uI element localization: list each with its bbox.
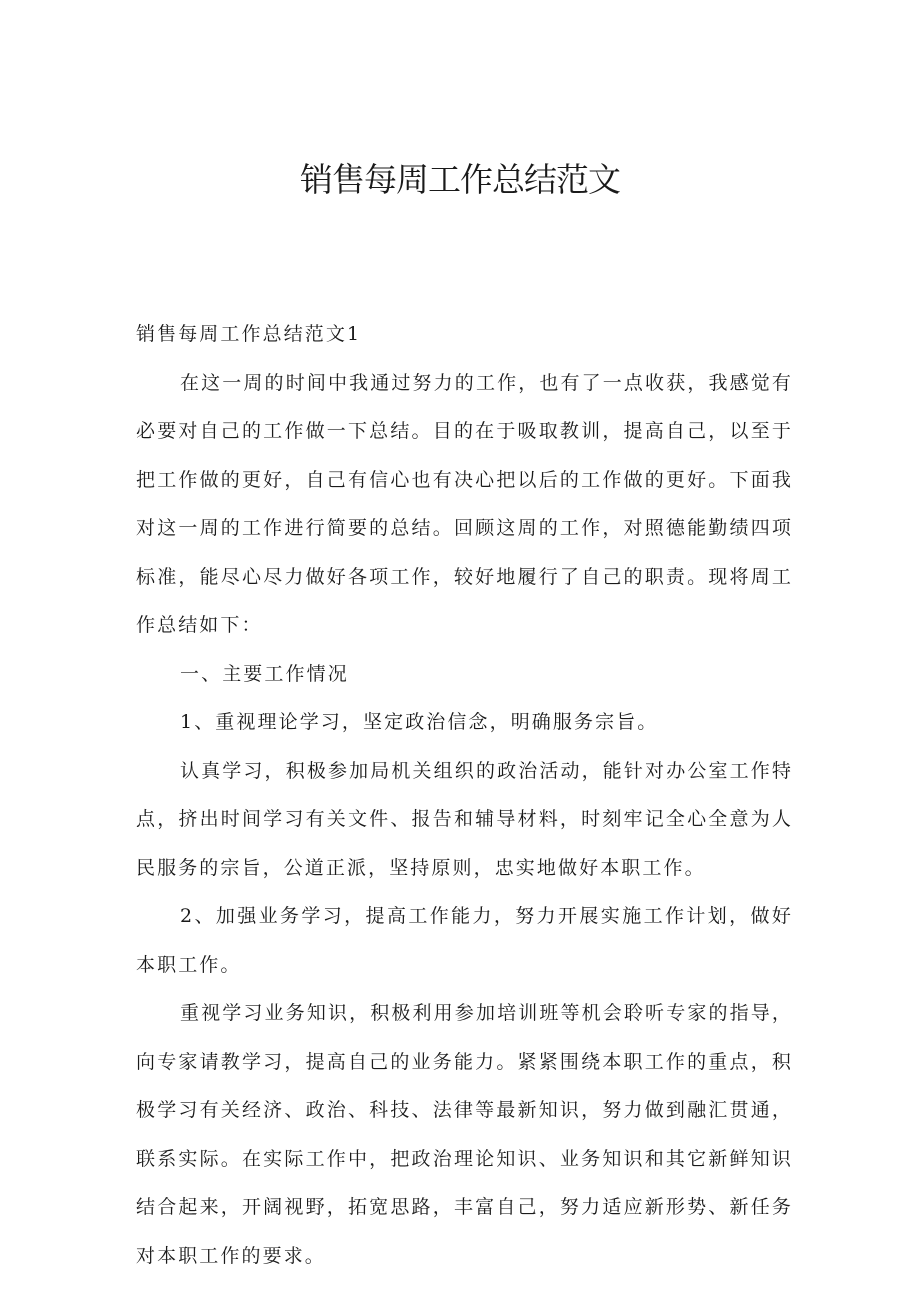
main-work-heading: 一、主要工作情况	[180, 662, 349, 685]
document-title: 销售每周工作总结范文	[300, 160, 620, 199]
section-heading: 销售每周工作总结范文1	[136, 323, 362, 345]
item-2-heading: 2、加强业务学习，提高工作能力，努力开展实施工作计划，做好本职工作。	[136, 905, 793, 976]
document-body	[136, 310, 793, 1280]
item-1-paragraph: 认真学习，积极参加局机关组织的政治活动，能针对办公室工作特点，挤出时间学习有关文件、报告和辅导材料，时刻牢记全心全意为人民服务的宗旨，公道正派，坚持原则，忠实地做好本职工作。	[136, 759, 793, 879]
intro-paragraph: 在这一周的时间中我通过努力的工作，也有了一点收获，我感觉有必要对自己的工作做一下总结。目的在于吸取教训，提高自己，以至于把工作做的更好，自己有信心也有决心把以后的工作做的更好。下面我对这一周的工作进行简要的总结。回顾这周的工作，对照德能勤绩四项标准，能尽心尽力做好各项工作，较好地履行了自己的职责。现将周工作总结如下：	[136, 371, 793, 636]
item-2-paragraph: 重视学习业务知识，积极利用参加培训班等机会聆听专家的指导，向专家请教学习，提高自己的业务能力。紧紧围绕本职工作的重点，积极学习有关经济、政治、科技、法律等最新知识，努力做到融汇贯通，联系实际。在实际工作中，把政治理论知识、业务知识和其它新鲜知识结合起来，开阔视野，拓宽思路，丰富自己，努力适应新形势、新任务对本职工作的要求。	[136, 1002, 793, 1267]
item-1-heading: 1、重视理论学习，坚定政治信念，明确服务宗旨。	[180, 711, 659, 733]
